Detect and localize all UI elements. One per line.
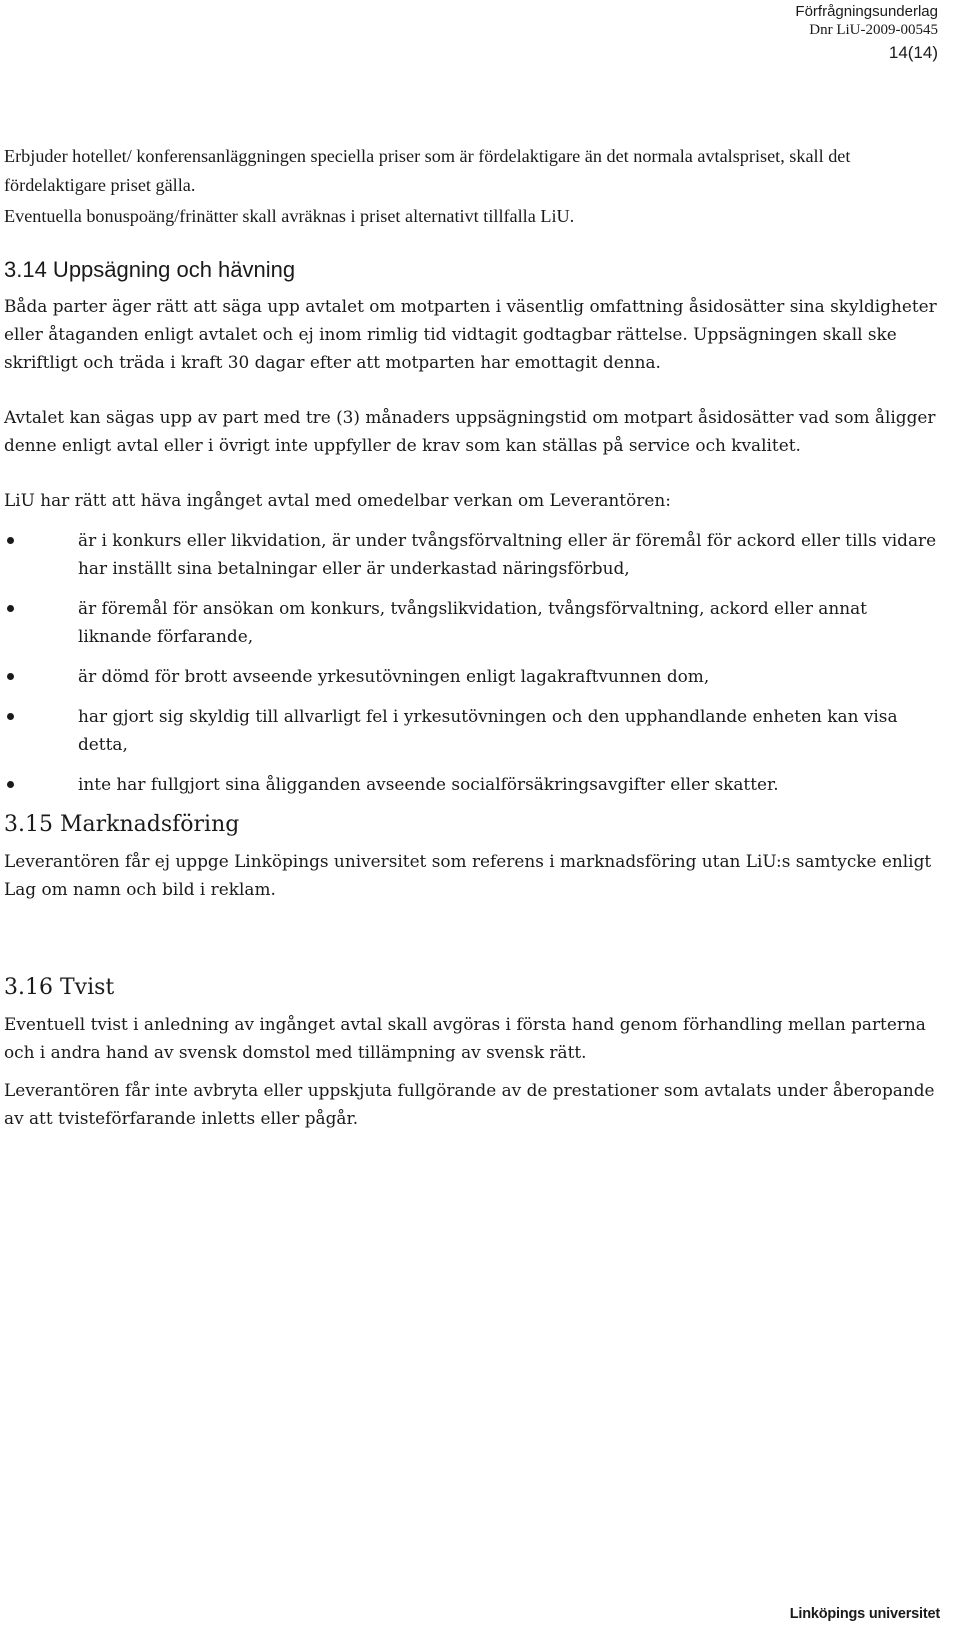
section-3-15 [4, 810, 938, 903]
bullet-icon [7, 537, 14, 544]
bullet-icon [7, 605, 14, 612]
section-heading-marknadsforing: 3.15 Marknadsföring [4, 812, 240, 837]
intro-section [4, 142, 938, 231]
section-heading-tvist: 3.16 Tvist [4, 975, 115, 1000]
page-header [795, 2, 938, 66]
bullet-icon [7, 673, 14, 680]
bullet-icon [7, 781, 14, 788]
section-3-16 [4, 973, 938, 1132]
paragraph-uppsagning-2: Avtalet kan sägas upp av part med tre (3) månaders uppsägningstid om motpart åsidosätter vad som åligger denne enligt avtal eller i övrigt inte uppfyller de krav som kan ställas på service och kvalitet. [4, 407, 936, 455]
bullet-icon [7, 713, 14, 720]
document-body [4, 142, 938, 1132]
list-item: är dömd för brott avseende yrkesutövningen enligt lagakraftvunnen dom, [4, 662, 938, 690]
intro-paragraph-pricing: Erbjuder hotellet/ konferensanläggningen speciella priser som är fördelaktigare än det normala avtalspriset, skall det fördelaktigare priset gälla. [4, 146, 851, 195]
university-logo: Linköpings universitet [789, 1606, 940, 1622]
section-heading-uppsagning: 3.14 Uppsägning och hävning [4, 257, 296, 282]
paragraph-tvist-2: Leverantören får inte avbryta eller uppskjuta fullgörande av de prestationer som avtalats under åberopande av att tvisteförfarande inletts eller pågår. [4, 1080, 935, 1128]
document-type: Förfrågningsunderlag [795, 3, 938, 20]
intro-paragraph-bonus: Eventuella bonuspoäng/frinätter skall avräknas i priset alternativt tillfalla LiU. [4, 206, 575, 226]
havning-conditions-list [4, 526, 938, 798]
paragraph-tvist-1: Eventuell tvist i anledning av ingånget avtal skall avgöras i första hand genom förhandling mellan parterna och i andra hand av svensk domstol med tillämpning av svensk rätt. [4, 1014, 926, 1062]
list-item: är föremål för ansökan om konkurs, tvångslikvidation, tvångsförvaltning, ackord eller annat liknande förfarande, [4, 594, 938, 650]
paragraph-havning-intro: LiU har rätt att häva ingånget avtal med omedelbar verkan om Leverantören: [4, 490, 671, 510]
paragraph-uppsagning-1: Båda parter äger rätt att säga upp avtalet om motparten i väsentlig omfattning åsidosätter sina skyldigheter eller åtaganden enligt avtalet och ej inom rimlig tid vidtagit godtagbar rättelse. Uppsägningen skall ske skriftligt och träda i kraft 30 dagar efter att motparten har emottagit denna. [4, 296, 937, 372]
paragraph-marknadsforing: Leverantören får ej uppge Linköpings universitet som referens i marknadsföring utan LiU:s samtycke enligt Lag om namn och bild i reklam. [4, 851, 932, 899]
section-3-14 [4, 255, 938, 798]
list-item: inte har fullgjort sina åligganden avseende socialförsäkringsavgifter eller skatter. [4, 770, 938, 798]
list-item: är i konkurs eller likvidation, är under tvångsförvaltning eller är föremål för ackord eller tills vidare har inställt sina betalningar eller är underkastad näringsförbud, [4, 526, 938, 582]
document-reference: Dnr LiU-2009-00545 [809, 22, 938, 38]
page-number: 14(14) [888, 43, 938, 62]
list-item: har gjort sig skyldig till allvarligt fel i yrkesutövningen och den upphandlande enheten kan visa detta, [4, 702, 938, 758]
